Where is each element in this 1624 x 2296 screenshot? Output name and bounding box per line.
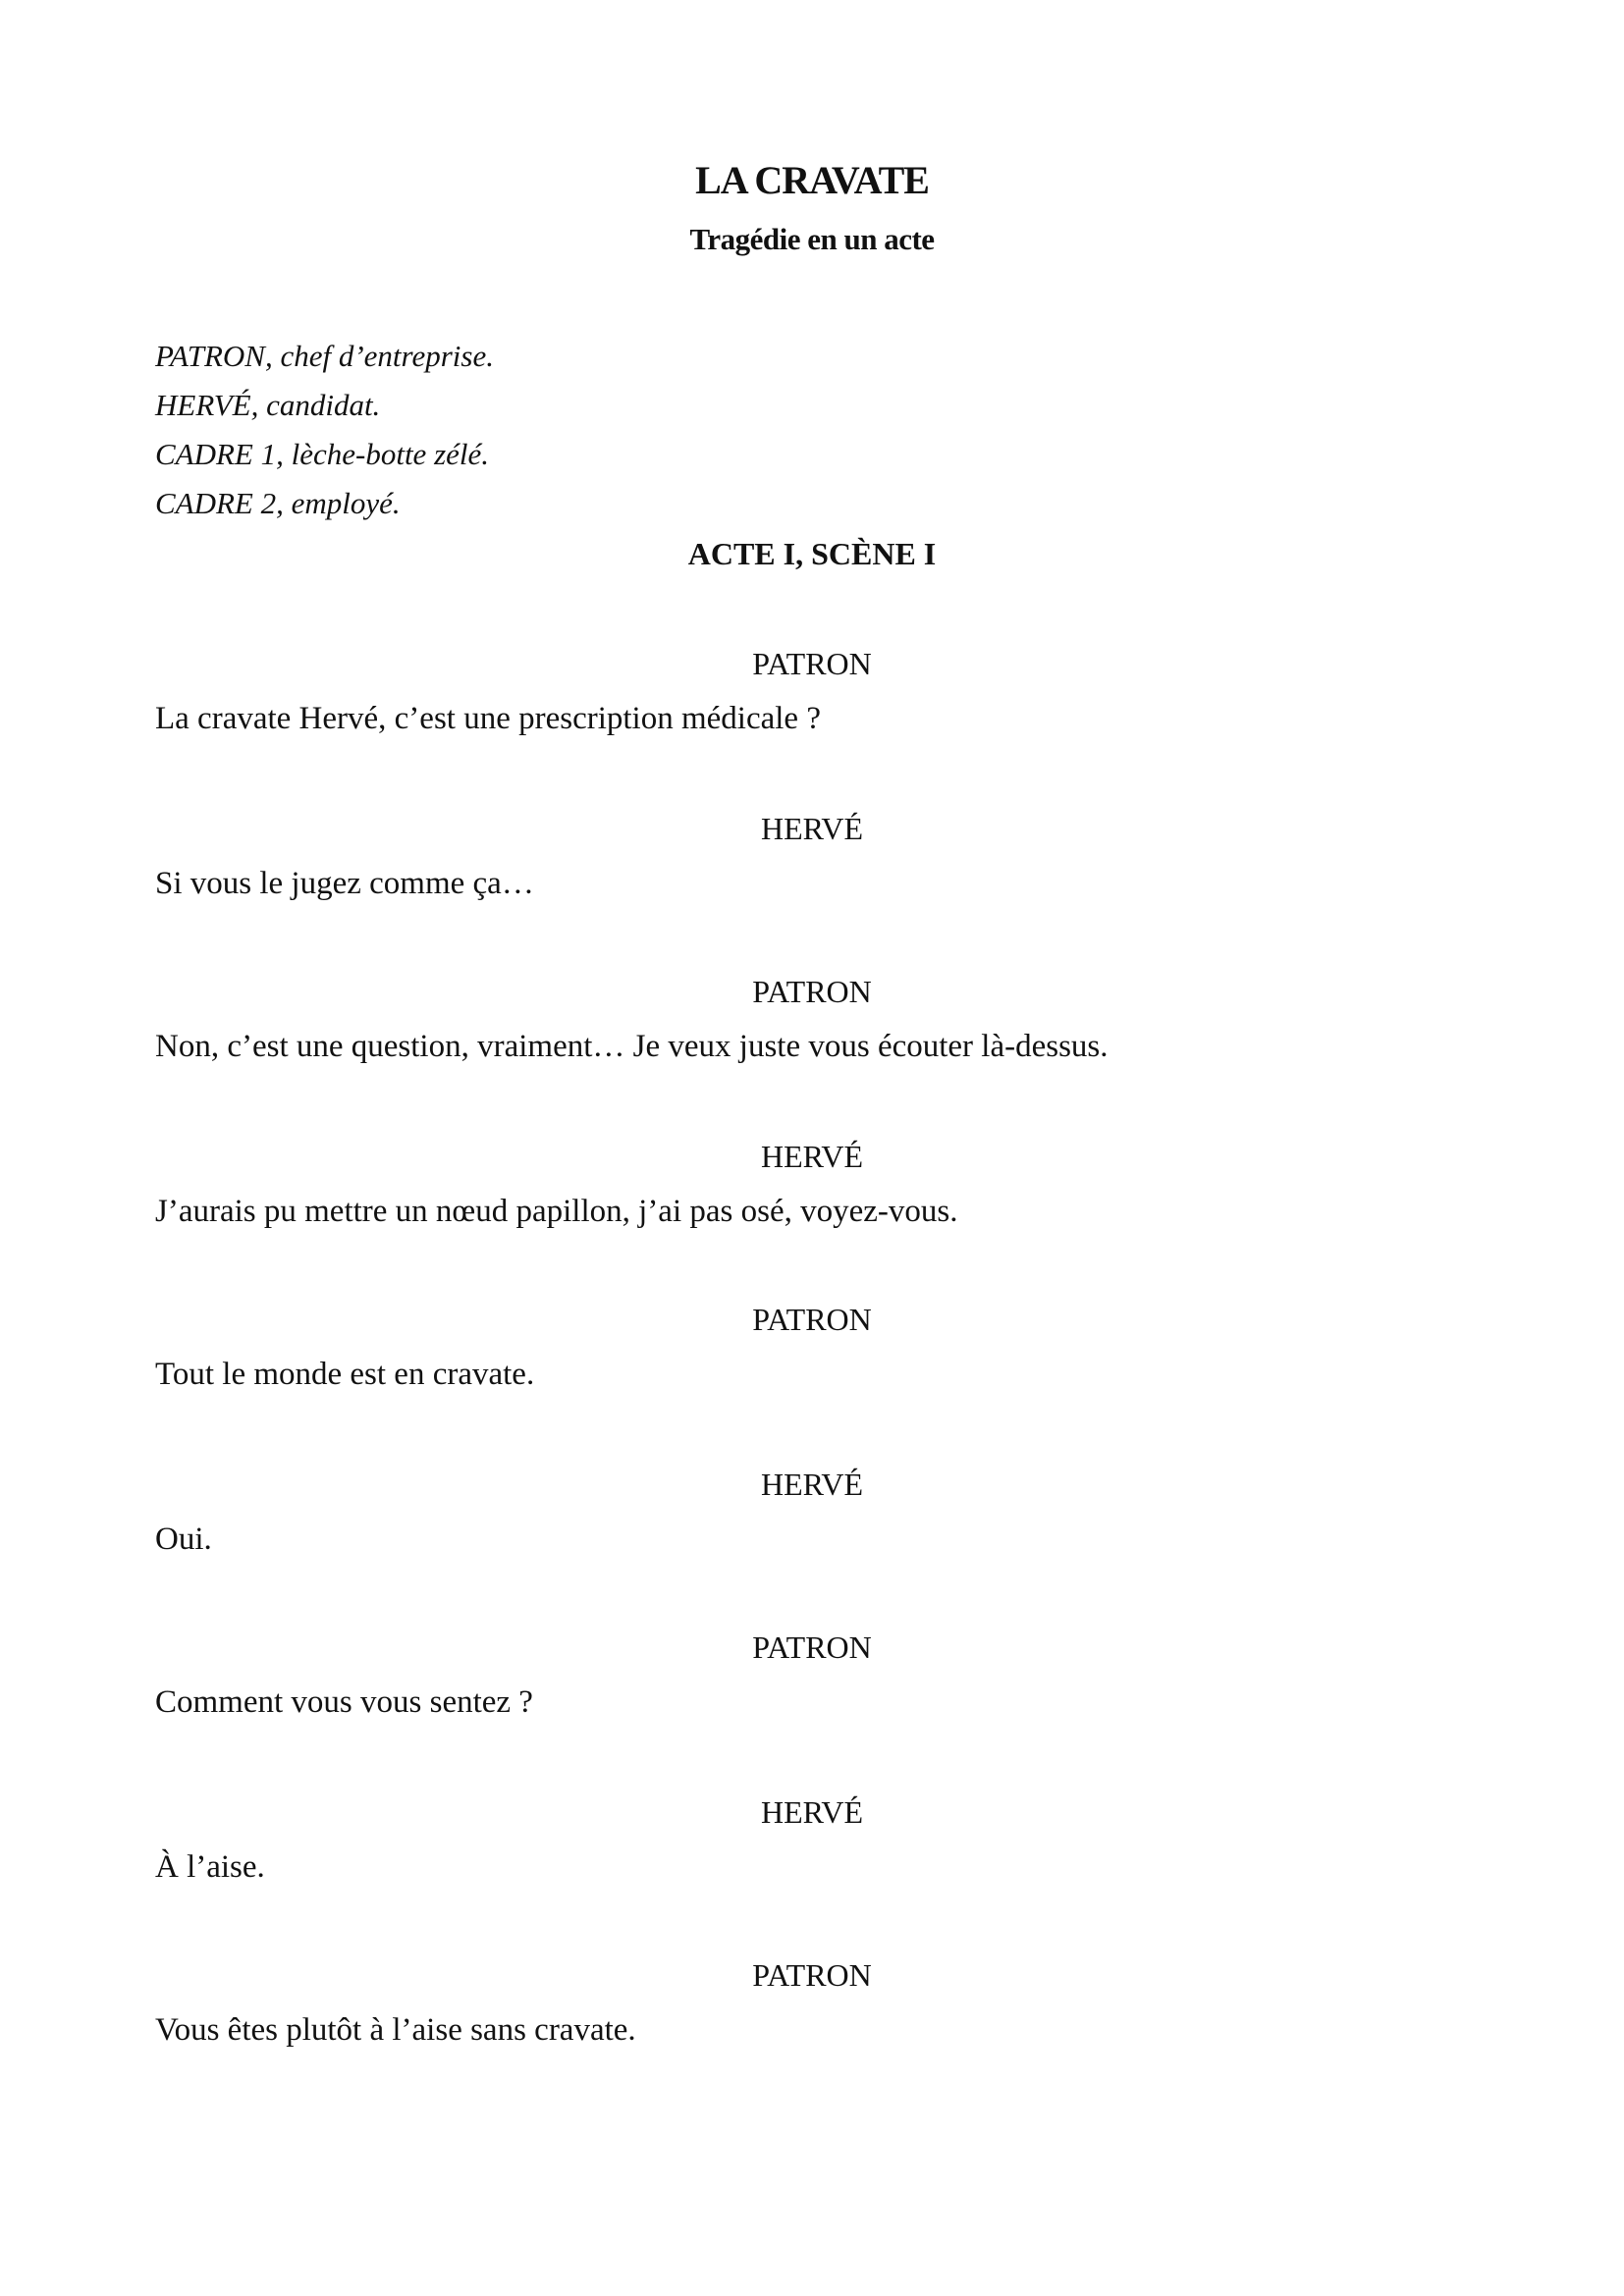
dialogue-line: Tout le monde est en cravate.	[155, 1357, 535, 1392]
dialogue-line: Si vous le jugez comme ça…	[155, 866, 534, 901]
dialogue-line: Vous êtes plutôt à l’aise sans cravate.	[155, 2012, 636, 2048]
speaker-name: PATRON	[752, 974, 872, 1009]
speaker-name: PATRON	[752, 646, 872, 681]
cast-item: CADRE 2, employé.	[155, 486, 401, 520]
play-title: LA CRAVATE	[695, 158, 929, 202]
cast-item: HERVÉ, candidat.	[155, 388, 381, 422]
dialogue-line: Oui.	[155, 1522, 212, 1557]
dialogue-line: À l’aise.	[155, 1849, 265, 1885]
cast-item: PATRON, chef d’entreprise.	[155, 339, 494, 373]
dialogue-line: Non, c’est une question, vraiment… Je veux juste vous écouter là-dessus.	[155, 1029, 1109, 1064]
speaker-name: PATRON	[752, 1629, 872, 1665]
play-subtitle: Tragédie en un acte	[689, 222, 935, 256]
speaker-name: HERVÉ	[760, 811, 864, 846]
dialogue-line: Comment vous vous sentez ?	[155, 1684, 533, 1720]
dialogue-line: J’aurais pu mettre un nœud papillon, j’ai pas osé, voyez-vous.	[155, 1194, 958, 1229]
speaker-name: HERVÉ	[760, 1467, 864, 1502]
scene-heading: ACTE I, SCÈNE I	[687, 536, 937, 571]
dialogue-line: La cravate Hervé, c’est une prescription médicale ?	[155, 701, 821, 736]
speaker-name: PATRON	[752, 1302, 872, 1337]
speaker-name: PATRON	[752, 1957, 872, 1993]
speaker-name: HERVÉ	[760, 1794, 864, 1830]
cast-list	[155, 332, 494, 528]
cast-item: CADRE 1, lèche-botte zélé.	[155, 437, 490, 471]
speaker-name: HERVÉ	[760, 1139, 864, 1174]
